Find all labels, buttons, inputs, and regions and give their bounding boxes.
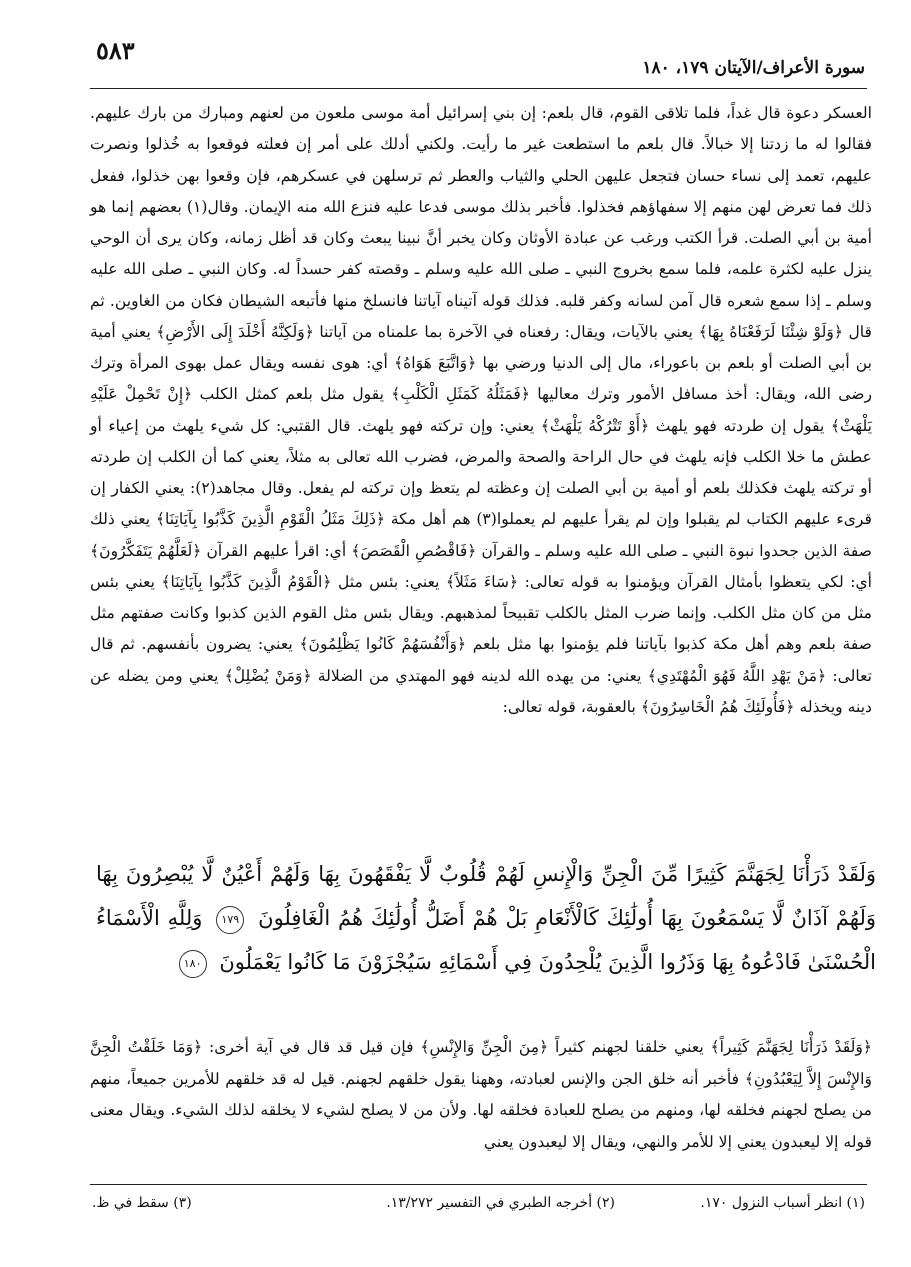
body-paragraph: العسكر دعوة قال غداً، فلما تلاقى القوم، قال بلعم: إن بني إسرائيل أمة موسى ملعون من لعنهم ومبارك من بارك عليهم. فقالوا له ما زدتنا إلا خبالاً. قال بلعم ما استطعت غير ما رأيت. ولكني أدلك على أمر إن فعلته فوقعوا به خُذلوا ونصرت عليهم، تعمد إلى نساء حسان فتجعل عليهن الحلي والثياب والعطر ثم ترسلهن في عسكرهم، فإن وقعوا بهن خذلوا، ففعل ذلك فما تعرض لهن منهم إلا سفهاؤهم فخذلوا. فأخبر بذلك موسى فدعا عليه فنزع الله منه الإيمان. وقال(١) بعضهم إنما هو أمية بن أبي الصلت. قرأ الكتب ورغب عن عبادة الأوثان وكان يخبر أنَّ نبينا يبعث وكان قد أظل زمانه، وكان يرى أن الوحي ينزل عليه لكثرة علمه، فلما سمع بخروج النبي ـ صلى الله عليه وسلم ـ وقصته كفر حسداً له. وكان النبي ـ صلى الله عليه وسلم ـ إذا سمع شعره قال آمن لسانه وكفر قلبه. فذلك قوله آتيناه آياتنا فانسلخ منها فأتبعه الشيطان فكان من الغاوين. ثم قال ﴿وَلَوْ شِئْنَا لَرَفَعْنَاهُ بِهَا﴾ يعني بالآيات، ويقال: رفعناه في الآخرة بما علمناه من آياتنا ﴿وَلَكِنَّهُ أَخْلَدَ إِلَى الأَرْضِ﴾ يعني أمية بن أبي الصلت أو بلعم بن باعوراء، مال إلى الدنيا ورضي بها ﴿وَاتَّبَعَ هَوَاهُ﴾ أي: هوى نفسه ويقال عمل بهوى المرأة وترك رضى الله، ويقال: أخذ مسافل الأمور وترك معاليها ﴿فَمَثَلُهُ كَمَثَلِ الْكَلْبِ﴾ يقول مثل بلعم كمثل الكلب ﴿إِنْ تَحْمِلْ عَلَيْهِ يَلْهَثْ﴾ يقول إن طردته فهو يلهث ﴿أَوْ تَتْرُكْهُ يَلْهَثْ﴾ يعني: وإن تركته فهو يلهث. قال القتبي: كل شيء يلهث من إعياء أو عطش ما خلا الكلب فإنه يلهث في حال الراحة والصحة والمرض، فضرب الله تعالى به مثلاً، يعني كما أن الكلب إن طردته أو تركته يلهث فكذلك بلعم أو أمية بن أبي الصلت إن وعظته لم يتعظ وإن تركته لم يفعل. وقال مجاهد(٢): يعني الكفار إن قرىء عليهم الكتاب لم يقبلوا وإن لم يقرأ عليهم لم يعملوا(٣) هم أهل مكة ﴿ذَلِكَ مَثَلُ الْقَوْمِ الَّذِينَ كَذَّبُوا بِآيَاتِنَا﴾ يعني ذلك صفة الذين جحدوا نبوة النبي ـ صلى الله عليه وسلم ـ والقرآن ﴿فَاقْصُصِ الْقَصَصَ﴾ أي: اقرأ عليهم القرآن ﴿لَعَلَّهُمْ يَتَفَكَّرُونَ﴾ أي: لكي يتعظوا بأمثال القرآن ويؤمنوا به قوله تعالى: ﴿سَاءَ مَثَلاً﴾ يعني: بئس مثل ﴿الْقَوْمُ الَّذِينَ كَذَّبُوا بِآيَاتِنَا﴾ يعني بئس مثل من كان مثل الكلب. وإنما ضرب المثل بالكلب تقبيحاً لمذهبهم. ويقال بئس مثل القوم الذين كذبوا وكانت صفتهم مثل صفة بلعم وهم أهل مكة كذبوا بآياتنا فلم يؤمنوا بها مثل بلعم ﴿وَأَنْفُسَهُمْ كَانُوا يَظْلِمُونَ﴾ يعني: يضرون بأنفسهم. ثم قال تعالى: ﴿مَنْ يَهْدِ اللَّهُ فَهُوَ الْمُهْتَدِي﴾ يعني: من يهده الله لدينه فهو المهتدي من الضلالة ﴿وَمَنْ يُضْلِلْ﴾ يعني ومن يضله عن دينه ويخذله ﴿فَأُولَئِكَ هُمُ الْخَاسِرُونَ﴾ بالعقوبة، قوله تعالى: [90, 104, 872, 716]
verse-180-text: وَلِلَّهِ الْأَسْمَاءُ الْحُسْنَىٰ فَادْعُوهُ بِهَا وَذَرُوا الَّذِينَ يُلْحِدُونَ فِي أَسْمَائِهِ سَيُجْزَوْنَ مَا كَانُوا يَعْمَلُونَ [96, 906, 876, 974]
page-number: ٥٨٣ [96, 36, 135, 65]
commentary-text [90, 1032, 872, 1158]
verse-179-text: وَلَقَدْ ذَرَأْنَا لِجَهَنَّمَ كَثِيرًا مِّنَ الْجِنِّ وَالْإِنسِ لَهُمْ قُلُوبٌ لَّا يَفْقَهُونَ بِهَا وَلَهُمْ أَعْيُنٌ لَّا يُبْصِرُونَ بِهَا وَلَهُمْ آذَانٌ لَّا يَسْمَعُونَ بِهَا أُولَٰئِكَ كَالْأَنْعَامِ بَلْ هُمْ أَضَلُّ أُولَٰئِكَ هُمُ الْغَافِلُونَ [96, 862, 876, 930]
verse-180-number: ١٨٠ [179, 950, 207, 978]
footnote-3: (٣) سقط في ظ. [92, 1195, 192, 1211]
footnote-rule [90, 1184, 867, 1185]
footnote-1: (١) انظر أسباب النزول ١٧٠. [700, 1195, 865, 1211]
quran-verse-block [96, 852, 876, 984]
running-head: سورة الأعراف/الآيتان ١٧٩، ١٨٠ [642, 58, 865, 78]
body-text [90, 98, 872, 723]
header-rule [90, 88, 867, 89]
commentary-paragraph: ﴿وَلَقَدْ ذَرَأْنَا لِجَهَنَّمَ كَثِيراً﴾ يعني خلقنا لجهنم كثيراً ﴿مِنَ الْجِنِّ وَالإِنْسِ﴾ فإن قيل قد قال في آية أخرى: ﴿وَمَا خَلَقْتُ الْجِنَّ وَالإِنْسَ إِلاَّ لِيَعْبُدُونِ﴾ فأخبر أنه خلق الجن والإنس لعبادته، وههنا يقول خلقهم لجهنم. قيل له قد خلقهم للأمرين جميعاً، منهم من يصلح لجهنم فخلقه لها، ومنهم من يصلح للعبادة فخلقه لها. ولأن من لا يصلح لشيء لا يخلقه لذلك الشيء. ويقال معنى قوله إلا ليعبدون يعني إلا للأمر والنهي، ويقال إلا ليعبدون يعني [90, 1038, 872, 1151]
footnote-2: (٢) أخرجه الطبري في التفسير ١٣/٢٧٢. [386, 1195, 615, 1211]
verse-179-number: ١٧٩ [216, 906, 244, 934]
verse-paragraph [96, 852, 876, 984]
